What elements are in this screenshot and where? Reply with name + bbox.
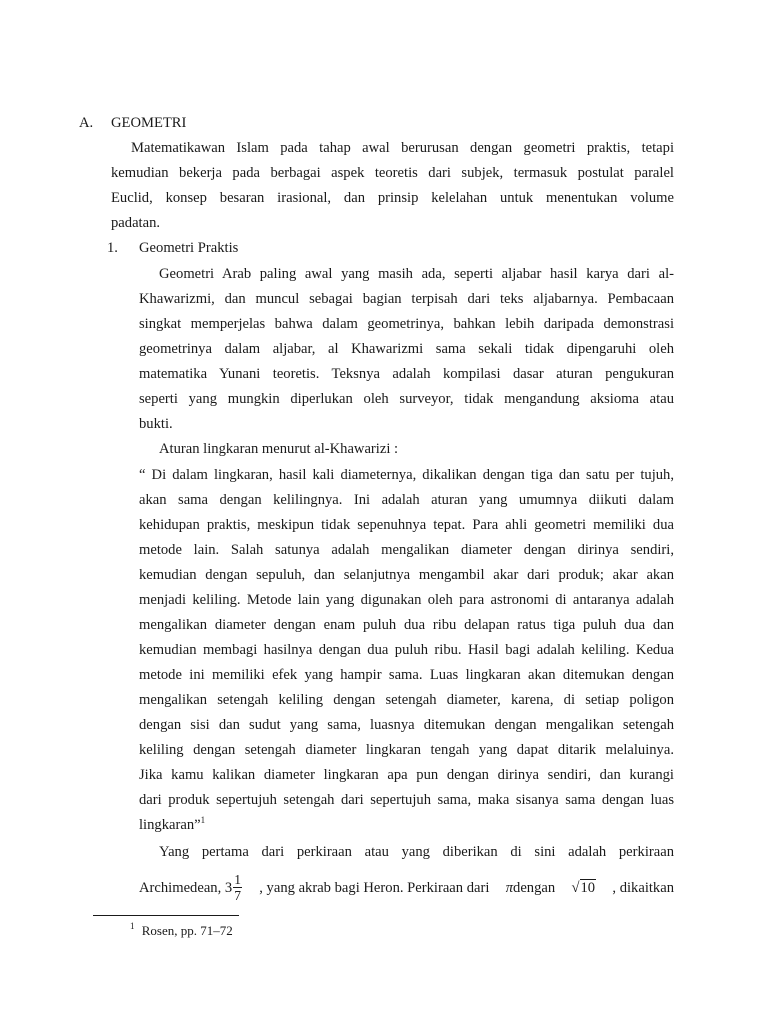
quote-last-text: lingkaran” bbox=[139, 817, 201, 833]
para2-text-a: Archimedean, 3 $\frac{1}{7}$ bbox=[139, 872, 241, 903]
para1-line: geometrinya dalam aljabar, al Khawarizmi sama sekali tidak dipengaruhi oleh bbox=[139, 341, 674, 357]
footnote-text: Rosen, pp. 71–72 bbox=[141, 923, 233, 938]
sqrt-argument: 10 bbox=[580, 879, 596, 896]
para1-line: bukti. bbox=[139, 416, 173, 432]
section-title: GEOMETRI bbox=[111, 115, 187, 131]
subsection-title: Geometri Praktis bbox=[139, 240, 239, 256]
footnote-number: 1 bbox=[130, 921, 135, 931]
intro-line: Matematikawan Islam pada tahap awal berurusan dengan geometri praktis, tetapi bbox=[131, 140, 674, 156]
quote-line: akan sama dengan kelilingnya. Ini adalah aturan yang umumnya diikuti dalam bbox=[139, 492, 674, 508]
para1-line: seperti yang mungkin diperlukan oleh surveyor, tidak mengandung aksioma atau bbox=[139, 391, 674, 407]
rule-intro: Aturan lingkaran menurut al-Khawarizi : bbox=[159, 441, 399, 457]
subsection-marker: 1. bbox=[107, 240, 118, 256]
intro-line: Euclid, konsep besaran irasional, dan prinsip kelelahan untuk menentukan volume bbox=[111, 190, 674, 206]
quote-line: metode ini memiliki efek yang hampir sama. Luas lingkaran akan ditemukan dengan bbox=[139, 667, 674, 683]
sqrt-ten bbox=[571, 879, 596, 897]
fraction-numerator: 1 bbox=[234, 872, 241, 887]
quote-line: keliling dengan setengah diameter lingkaran tengah yang dapat ditarik melaluinya. bbox=[139, 742, 674, 758]
para2-text-d: , dikaitkan bbox=[612, 879, 674, 896]
para2-line-math bbox=[139, 872, 674, 903]
footnote-reference[interactable]: 1 bbox=[200, 815, 206, 825]
sqrt-symbol: √ bbox=[571, 879, 580, 896]
quote-line: dengan sisi dan sudut yang sama, luasnya ditemukan dengan mengalikan setengah bbox=[139, 717, 674, 733]
quote-line: menjadi keliling. Metode lain yang digunakan oleh para astronomi di antaranya adalah bbox=[139, 592, 674, 608]
para2-text-pi: πdengan bbox=[505, 879, 556, 896]
quote-line: “ Di dalam lingkaran, hasil kali diameternya, dikalikan dengan tiga dan satu per tujuh, bbox=[139, 467, 674, 483]
para2-text-b: , yang akrab bagi Heron. Perkiraan dari bbox=[259, 879, 490, 896]
quote-line: kemudian membagi hasilnya dengan dua puluh ribu. Hasil bagi adalah keliling. Kedua bbox=[139, 642, 674, 658]
quote-line: kehidupan praktis, meskipun tidak sepenuhnya tepat. Para ahli geometri memiliki dua bbox=[139, 517, 674, 533]
intro-line: kemudian bekerja pada berbagai aspek teoretis dari subjek, termasuk postulat paralel bbox=[111, 165, 674, 181]
quote-line: metode lain. Salah satunya adalah mengalikan diameter dengan dirinya sendiri, bbox=[139, 542, 674, 558]
quote-line: mengalikan diameter dengan enam puluh dua ribu delapan ratus tiga puluh dua dan bbox=[139, 617, 674, 633]
quote-line: Jika kamu kalikan diameter lingkaran apa pun dengan dirinya sendiri, dan kurangi bbox=[139, 767, 674, 783]
pi-symbol: π bbox=[505, 879, 514, 896]
section-marker: A. bbox=[79, 115, 94, 131]
intro-line: padatan. bbox=[111, 215, 161, 231]
quote-line: dari produk sepertujuh setengah dari sepertujuh sama, maka sisanya sama dengan luas bbox=[139, 792, 674, 808]
footnote-separator bbox=[93, 915, 239, 916]
para1-line: singkat memperjelas bahwa dalam geometrinya, bahkan lebih daripada demonstrasi bbox=[139, 316, 674, 332]
para1-line: Geometri Arab paling awal yang masih ada, seperti aljabar hasil karya dari al- bbox=[159, 266, 674, 282]
footnote bbox=[130, 922, 233, 940]
para1-line: matematika Yunani teoretis. Teksnya adalah kompilasi dasar aturan pengukuran bbox=[139, 366, 674, 382]
quote-line: kemudian dengan sepuluh, dan selanjutnya mengambil akar dari produk; akar akan bbox=[139, 567, 674, 583]
para2-line: Yang pertama dari perkiraan atau yang diberikan di sini adalah perkiraan bbox=[159, 844, 674, 860]
fraction-denominator: 7 bbox=[234, 888, 241, 903]
para1-line: Khawarizmi, dan muncul sebagai bagian terpisah dari teks aljabarnya. Pembacaan bbox=[139, 291, 674, 307]
fraction-one-seventh bbox=[233, 872, 242, 903]
quote-last-line bbox=[139, 816, 205, 834]
quote-line: mengalikan setengah keliling dengan setengah diameter, karena, di setiap poligon bbox=[139, 692, 674, 708]
